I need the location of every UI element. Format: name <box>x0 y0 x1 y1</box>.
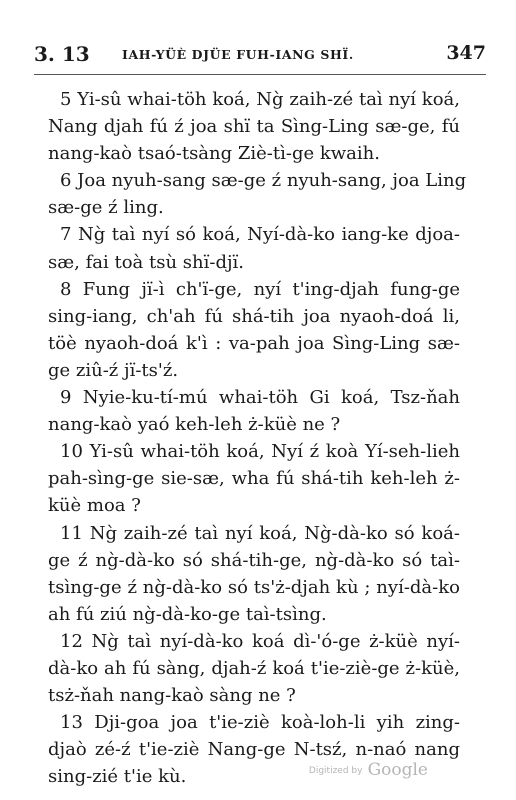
text-line: 12 Ng̀ taì nyí-dà-ko koá dì-'ó-ge ż-küè nyí- <box>60 630 460 652</box>
text-line: 13 Dji-goa joa t'ie-ziè koà-loh-li yih zing- <box>60 712 460 734</box>
text-line: Nang djah fú ź joa shï ta Sìng-Ling sæ-ge, fú <box>48 116 460 138</box>
verse-text-body <box>48 86 467 790</box>
page-number: 347 <box>446 42 486 64</box>
text-line: 5 Yi-sû whai-töh koá, Ng̀ zaih-zé taì nyí koá, <box>60 89 460 110</box>
text-line: 9 Nyie-ku-tí-mú whai-töh Gi koá, Tsz-ňah <box>60 387 460 409</box>
text-line: 11 Ng̀ zaih-zé taì nyí koá, Ng̀-dà-ko só koá- <box>60 522 460 544</box>
google-wordmark: Google <box>367 760 428 780</box>
text-line: 10 Yi-sû whai-töh koá, Nyí ź koà Yí-seh-lieh <box>60 441 460 463</box>
text-line: ah fú ziú ng̀-dà-ko-ge taì-tsìng. <box>48 603 327 625</box>
text-line: sing-iang, ch'ah fú shá-tih joa nyaoh-doá li, <box>48 305 460 327</box>
text-line: küè moa ? <box>48 495 141 517</box>
text-line: sæ, fai toà tsù shï-djï. <box>48 251 245 273</box>
digitized-by-label: Digitized by <box>308 766 363 776</box>
text-line: sing-zié t'ie kù. <box>48 766 187 788</box>
text-line: 6 Joa nyuh-sang sæ-ge ź nyuh-sang, joa Ling <box>60 170 467 192</box>
text-line: tsż-ňah nang-kaò sàng ne ? <box>48 685 296 707</box>
text-line: 8 Fung jï-ì ch'ï-ge, nyí t'ing-djah fung-ge <box>60 278 460 300</box>
text-line: sæ-ge ź ling. <box>48 197 164 219</box>
text-line: 7 Ng̀ taì nyí só koá, Nyí-dà-ko iang-ke djoa- <box>60 224 460 246</box>
text-line: djaò zé-ź t'ie-ziè Nang-ge N-tsź, n-naó nang <box>48 739 460 761</box>
text-line: ge ź ng̀-dà-ko só shá-tih-ge, ng̀-dà-ko só taì- <box>48 549 460 571</box>
text-line: nang-kaò tsaó-tsàng Ziè-tì-ge kwaih. <box>48 143 380 165</box>
chapter-verse-reference: 3. 13 <box>34 42 90 66</box>
running-title: IAH-YÜÈ DJÜE FUH-IANG SHÏ. <box>122 47 354 62</box>
header-rule <box>34 74 486 75</box>
text-line: ge ziû-ź jï-ts'ź. <box>48 359 179 381</box>
running-header <box>34 42 486 72</box>
digitization-watermark <box>309 760 428 780</box>
text-line: töè nyaoh-doá k'ì : va-pah joa Sìng-Ling sæ- <box>48 332 460 354</box>
text-line: pah-sìng-ge sie-sæ, wha fú shá-tih keh-leh ż- <box>48 468 460 490</box>
text-line: tsìng-ge ź ng̀-dà-ko só ts'ż-djah kù ; nyí-dà-ko <box>48 576 460 598</box>
text-line: nang-kaò yaó keh-leh ż-küè ne ? <box>48 414 341 436</box>
text-line: dà-ko ah fú sàng, djah-ź koá t'ie-ziè-ge ż-küè, <box>48 657 460 679</box>
